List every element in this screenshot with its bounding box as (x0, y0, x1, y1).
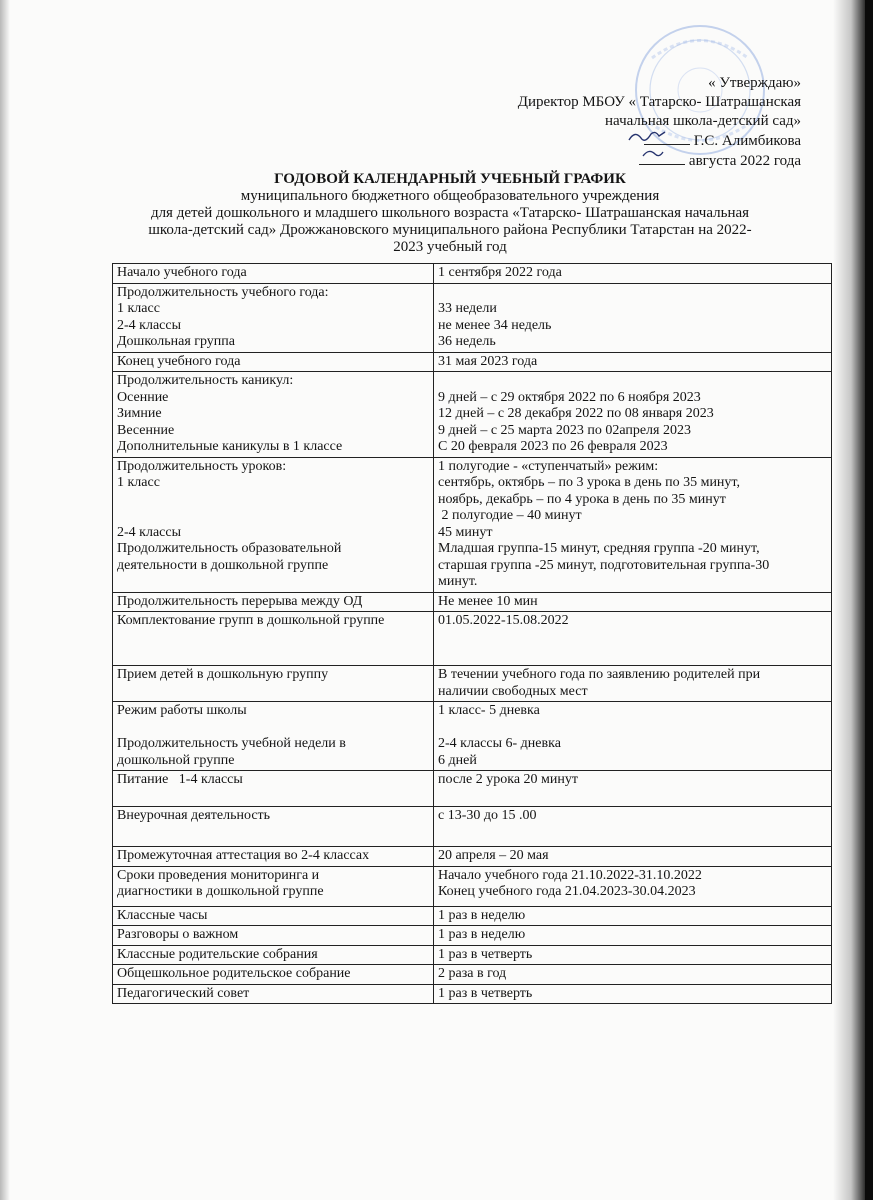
scan-right-edge (865, 0, 873, 1200)
table-row (113, 702, 832, 771)
cell-line: диагностики в дошкольной группе (117, 884, 324, 899)
cell-line: 2 полугодие – 40 минут (438, 508, 582, 523)
row-value: 1 раз в неделю (434, 926, 832, 946)
cell-line: 1 класс (117, 475, 160, 490)
row-value (434, 283, 832, 352)
row-value (434, 666, 832, 702)
table-row (113, 264, 832, 284)
row-label: Общешкольное родительское собрание (113, 965, 434, 985)
approval-date: августа 2022 года (688, 153, 801, 169)
cell-line: 1 полугодие - «ступенчатый» режим: (438, 458, 659, 474)
cell-line: Зимние (117, 406, 162, 421)
row-value (434, 457, 832, 592)
row-label: Классные часы (113, 906, 434, 926)
cell-line: 2-4 классы 6- дневка (438, 736, 561, 751)
approval-school: начальная школа-детский сад» (604, 113, 801, 129)
row-label (113, 283, 434, 352)
approval-name: Г.С. Алимбикова (693, 133, 801, 149)
table-row (113, 926, 832, 946)
cell-line: наличии свободных мест (438, 683, 588, 699)
table-row (113, 807, 832, 847)
title-line-4: школа-детский сад» Дрожжановского муниципального района Республики Татарстан на 2022- (148, 222, 752, 238)
row-value: 1 раз в четверть (434, 984, 832, 1004)
cell-line: 2-4 классы (117, 317, 181, 333)
row-value: 1 раз в четверть (434, 945, 832, 965)
row-label (113, 457, 434, 592)
cell-line: Режим работы школы (117, 703, 247, 718)
cell-line: Весенние (117, 422, 175, 438)
approval-director: Директор МБОУ « Татарско- Шатрашанская (517, 94, 801, 110)
row-value: 20 апреля – 20 мая (434, 847, 832, 867)
cell-line: Продолжительность каникул: (117, 373, 294, 388)
row-label: Питание 1-4 классы (113, 771, 434, 807)
row-label: Внеурочная деятельность (113, 807, 434, 847)
cell-line: 33 недели (438, 301, 497, 316)
cell-line: С 20 февраля 2023 по 26 февраля 2023 (438, 439, 668, 454)
row-label (113, 372, 434, 458)
cell-line: сентябрь, октябрь – по 3 урока в день по 35 минут, (438, 475, 740, 490)
table-row (113, 965, 832, 985)
cell-line: 6 дней (438, 752, 477, 768)
row-value: 1 сентября 2022 года (434, 264, 832, 284)
cell-line: Продолжительность учебного года: (117, 284, 329, 300)
title-main: ГОДОВОЙ КАЛЕНДАРНЫЙ УЧЕБНЫЙ ГРАФИК (274, 171, 626, 187)
cell-line: Дополнительные каникулы в 1 классе (117, 439, 343, 454)
cell-line: ноябрь, декабрь – по 4 урока в день по 35 минут (438, 491, 726, 507)
cell-line: 9 дней – с 29 октября 2022 по 6 ноября 2023 (438, 389, 701, 405)
title-line-5: 2023 учебный год (393, 239, 507, 255)
cell-line: старшая группа -25 минут, подготовительная группа-30 (438, 557, 770, 573)
row-label (113, 866, 434, 906)
title-line-3: для детей дошкольного и младшего школьного возраста «Татарско- Шатрашанская начальная (150, 205, 750, 221)
row-value (434, 866, 832, 906)
cell-line: не менее 34 недель (438, 317, 552, 333)
cell-line: 2-4 классы (117, 524, 181, 540)
row-value: 2 раза в год (434, 965, 832, 985)
table-row (113, 352, 832, 372)
cell-line: 36 недель (438, 334, 496, 349)
row-label: Разговоры о важном (113, 926, 434, 946)
table-row (113, 457, 832, 592)
cell-line: Конец учебного года 21.04.2023-30.04.2023 (438, 884, 696, 899)
row-label: Прием детей в дошкольную группу (113, 666, 434, 702)
cell-line: Сроки проведения мониторинга и (117, 867, 320, 883)
table-row (113, 771, 832, 807)
row-value: после 2 урока 20 минут (434, 771, 832, 807)
cell-line: 12 дней – с 28 декабря 2022 по 08 января 2023 (438, 406, 714, 421)
row-label (113, 702, 434, 771)
table-row (113, 945, 832, 965)
row-label: Педагогический совет (113, 984, 434, 1004)
title-line-2: муниципального бюджетного общеобразовательного учреждения (240, 188, 660, 204)
cell-line: Начало учебного года 21.10.2022-31.10.2022 (438, 867, 702, 883)
cell-line: 1 класс (117, 301, 160, 316)
table-row (113, 372, 832, 458)
row-label: Продолжительность перерыва между ОД (113, 592, 434, 612)
cell-line: Младшая группа-15 минут, средняя группа -20 минут, (438, 541, 760, 556)
row-value: 01.05.2022-15.08.2022 (434, 612, 832, 666)
table-row (113, 906, 832, 926)
cell-line: Дошкольная группа (117, 334, 236, 349)
cell-line: дошкольной группе (117, 752, 235, 768)
table-row (113, 984, 832, 1004)
approval-heading: « Утверждаю» (708, 75, 801, 91)
cell-line: Продолжительность образовательной (117, 541, 342, 556)
row-value: 31 мая 2023 года (434, 352, 832, 372)
cell-line: Продолжительность уроков: (117, 458, 287, 474)
row-value: с 13-30 до 15 .00 (434, 807, 832, 847)
cell-line: 45 минут (438, 524, 493, 540)
row-label: Комплектование групп в дошкольной группе (113, 612, 434, 666)
row-label: Промежуточная аттестация во 2-4 классах (113, 847, 434, 867)
table-row (113, 666, 832, 702)
table-row (113, 866, 832, 906)
row-value: 1 раз в неделю (434, 906, 832, 926)
cell-line: минут. (438, 574, 478, 589)
table-row (113, 592, 832, 612)
row-value (434, 702, 832, 771)
row-label: Классные родительские собрания (113, 945, 434, 965)
table-row (113, 612, 832, 666)
table-row (113, 283, 832, 352)
row-value (434, 372, 832, 458)
cell-line: деятельности в дошкольной группе (117, 557, 329, 573)
schedule-table (112, 263, 832, 1004)
cell-line: Осенние (117, 389, 169, 405)
cell-line: В течении учебного года по заявлению родителей при (438, 667, 761, 682)
row-value: Не менее 10 мин (434, 592, 832, 612)
scan-left-shadow (0, 0, 10, 1200)
row-label: Конец учебного года (113, 352, 434, 372)
cell-line: Продолжительность учебной недели в (117, 736, 346, 751)
handwritten-signature-icon (625, 126, 685, 166)
cell-line: 1 класс- 5 дневка (438, 703, 540, 718)
document-title (100, 171, 800, 256)
table-row (113, 847, 832, 867)
cell-line: 9 дней – с 25 марта 2023 по 02апреля 2023 (438, 422, 691, 438)
row-label: Начало учебного года (113, 264, 434, 284)
